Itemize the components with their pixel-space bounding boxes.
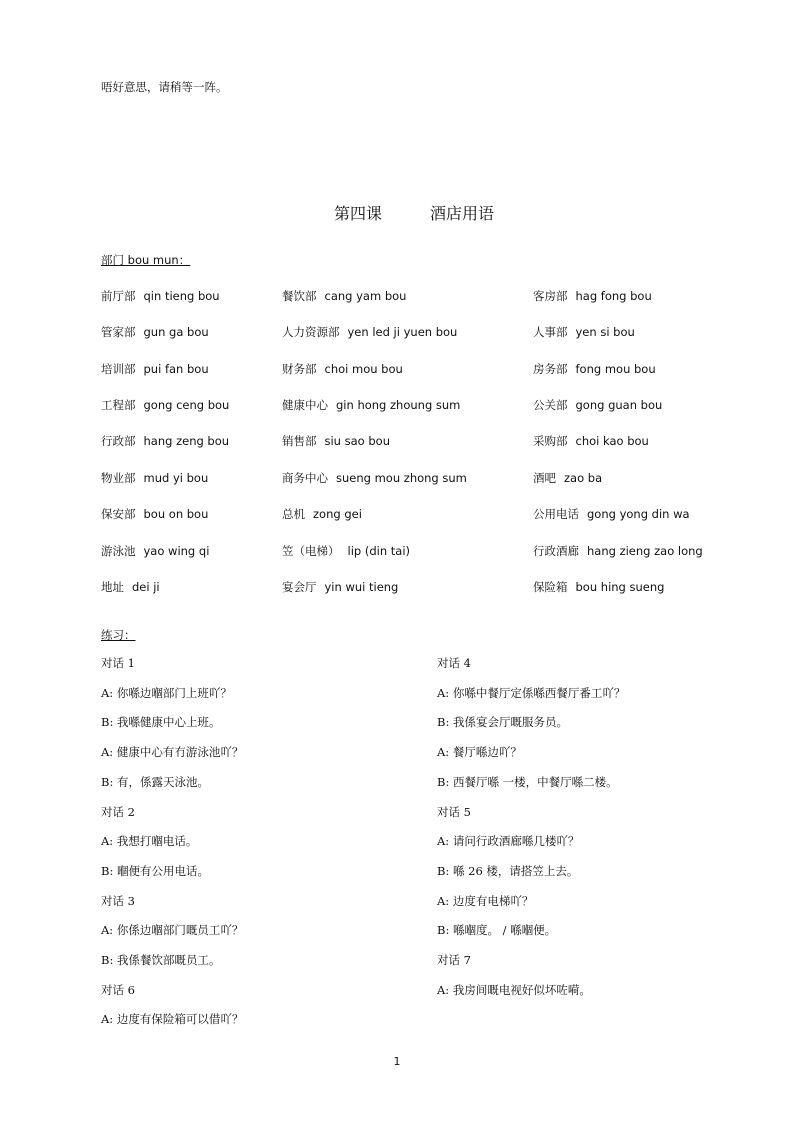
department-chinese: 公用电话 xyxy=(533,507,579,521)
department-chinese: 笠（电梯） xyxy=(282,544,340,558)
department-chinese: 游泳池 xyxy=(101,544,136,558)
dialogue-title: 对话 4 xyxy=(437,656,471,670)
dialogue-line: A: 你喺中餐厅定係喺西餐厅番工吖？ xyxy=(437,686,626,700)
practice-heading: 练习： xyxy=(101,628,136,642)
department-item xyxy=(101,362,209,376)
dialogue-line: B: 喺嗰度。 / 喺嗰便。 xyxy=(437,923,557,937)
dialogue-line: A: 我房间嘅电视好似坏咗嗬。 xyxy=(437,983,591,997)
dialogue-title: 对话 6 xyxy=(101,983,135,997)
department-chinese: 餐饮部 xyxy=(282,289,317,303)
department-jyutping: pui fan bou xyxy=(143,362,209,376)
department-chinese: 培训部 xyxy=(101,362,136,376)
department-item xyxy=(533,398,662,412)
department-jyutping: gong yong din wa xyxy=(587,507,690,521)
department-chinese: 行政酒廊 xyxy=(533,544,579,558)
department-jyutping: mud yi bou xyxy=(143,471,209,485)
department-item xyxy=(533,544,703,558)
dialogue-line: B: 我係餐饮部嘅员工。 xyxy=(101,953,221,967)
department-jyutping: hang zeng bou xyxy=(143,434,230,448)
dialogue-line: B: 喺 26 楼，请搭笠上去。 xyxy=(437,864,579,878)
dialogue-line: A: 边度有保险箱可以借吖？ xyxy=(101,1012,244,1026)
dialogue-line: A: 你喺边嗰部门上班吖？ xyxy=(101,686,232,700)
department-chinese: 销售部 xyxy=(282,434,317,448)
lesson-number: 第四课 xyxy=(334,204,383,223)
dialogue-line: B: 嗰便有公用电话。 xyxy=(101,864,209,878)
department-chinese: 保险箱 xyxy=(533,580,568,594)
department-jyutping: zong gei xyxy=(313,507,362,521)
department-jyutping: choi mou bou xyxy=(324,362,403,376)
department-chinese: 管家部 xyxy=(101,325,136,339)
department-item xyxy=(101,434,229,448)
department-item xyxy=(282,580,398,594)
intro-line: 唔好意思，请稍等一阵。 xyxy=(101,80,228,94)
department-chinese: 酒吧 xyxy=(533,471,556,485)
dialogue-title: 对话 1 xyxy=(101,656,135,670)
department-item xyxy=(101,289,220,303)
department-item xyxy=(101,507,208,521)
department-jyutping: bou hing sueng xyxy=(575,580,665,594)
department-item xyxy=(282,507,362,521)
department-jyutping: yao wing qi xyxy=(143,544,210,558)
department-jyutping: hang zieng zao long xyxy=(587,544,703,558)
lesson-title: 酒店用语 xyxy=(430,204,495,223)
department-jyutping: gong ceng bou xyxy=(143,398,230,412)
department-chinese: 前厅部 xyxy=(101,289,136,303)
department-jyutping: zao ba xyxy=(564,471,603,485)
department-item xyxy=(282,434,390,448)
department-item xyxy=(101,544,209,558)
dialogue-line: A: 健康中心有冇游泳池吖？ xyxy=(101,745,244,759)
department-jyutping: dei ji xyxy=(132,580,160,594)
department-chinese: 总机 xyxy=(282,507,305,521)
dialogue-line: B: 我係宴会厅嘅服务员。 xyxy=(437,715,568,729)
department-item xyxy=(101,325,209,339)
department-jyutping: bou on bou xyxy=(143,507,209,521)
department-jyutping: yen led ji yuen bou xyxy=(347,325,458,339)
department-chinese: 客房部 xyxy=(533,289,568,303)
dialogue-line: A: 你係边嗰部门嘅员工吖？ xyxy=(101,923,244,937)
dialogue-line: A: 请问行政酒廊喺几楼吖？ xyxy=(437,834,580,848)
dialogue-line: B: 有，係露天泳池。 xyxy=(101,775,209,789)
department-jyutping: yen si bou xyxy=(575,325,635,339)
department-chinese: 行政部 xyxy=(101,434,136,448)
department-item xyxy=(101,471,208,485)
department-item xyxy=(533,507,690,521)
department-item xyxy=(282,398,460,412)
department-chinese: 公关部 xyxy=(533,398,568,412)
department-jyutping: hag fong bou xyxy=(575,289,652,303)
department-item xyxy=(282,325,457,339)
dialogue-line: B: 西餐厅喺 一楼，中餐厅喺二楼。 xyxy=(437,775,618,789)
department-chinese: 物业部 xyxy=(101,471,136,485)
department-jyutping: cang yam bou xyxy=(324,289,407,303)
department-chinese: 房务部 xyxy=(533,362,568,376)
department-item xyxy=(533,289,652,303)
department-chinese: 地址 xyxy=(101,580,124,594)
department-item xyxy=(282,289,406,303)
department-item xyxy=(101,580,160,594)
department-item xyxy=(101,398,229,412)
department-chinese: 保安部 xyxy=(101,507,136,521)
department-item xyxy=(533,362,656,376)
department-item xyxy=(533,580,664,594)
department-jyutping: gin hong zhoung sum xyxy=(336,398,461,412)
department-item xyxy=(282,544,410,558)
department-item xyxy=(282,362,403,376)
page-number: 1 xyxy=(393,1055,401,1068)
department-jyutping: siu sao bou xyxy=(324,434,390,448)
department-chinese: 健康中心 xyxy=(282,398,328,412)
department-chinese: 人事部 xyxy=(533,325,568,339)
department-chinese: 采购部 xyxy=(533,434,568,448)
department-item xyxy=(533,434,649,448)
department-jyutping: qin tieng bou xyxy=(143,289,220,303)
department-jyutping: sueng mou zhong sum xyxy=(336,471,467,485)
department-jyutping: gun ga bou xyxy=(143,325,209,339)
dialogue-title: 对话 5 xyxy=(437,805,471,819)
department-item xyxy=(282,471,467,485)
department-chinese: 宴会厅 xyxy=(282,580,317,594)
department-jyutping: lip (din tai) xyxy=(347,544,411,558)
department-chinese: 工程部 xyxy=(101,398,136,412)
department-jyutping: choi kao bou xyxy=(575,434,649,448)
department-jyutping: gong guan bou xyxy=(575,398,663,412)
dialogue-title: 对话 7 xyxy=(437,953,471,967)
department-jyutping: yin wui tieng xyxy=(324,580,399,594)
departments-heading: 部门 bou mun： xyxy=(101,253,191,267)
dialogue-line: A: 我想打嗰电话。 xyxy=(101,834,198,848)
department-chinese: 人力资源部 xyxy=(282,325,340,339)
department-jyutping: fong mou bou xyxy=(575,362,656,376)
department-item xyxy=(533,471,602,485)
department-chinese: 商务中心 xyxy=(282,471,328,485)
dialogue-title: 对话 3 xyxy=(101,894,135,908)
dialogue-line: A: 边度有电梯吖？ xyxy=(437,894,534,908)
department-item xyxy=(533,325,635,339)
dialogue-line: B: 我喺健康中心上班。 xyxy=(101,715,221,729)
dialogue-line: A: 餐厅喺边吖？ xyxy=(437,745,522,759)
dialogue-title: 对话 2 xyxy=(101,805,135,819)
department-chinese: 财务部 xyxy=(282,362,317,376)
